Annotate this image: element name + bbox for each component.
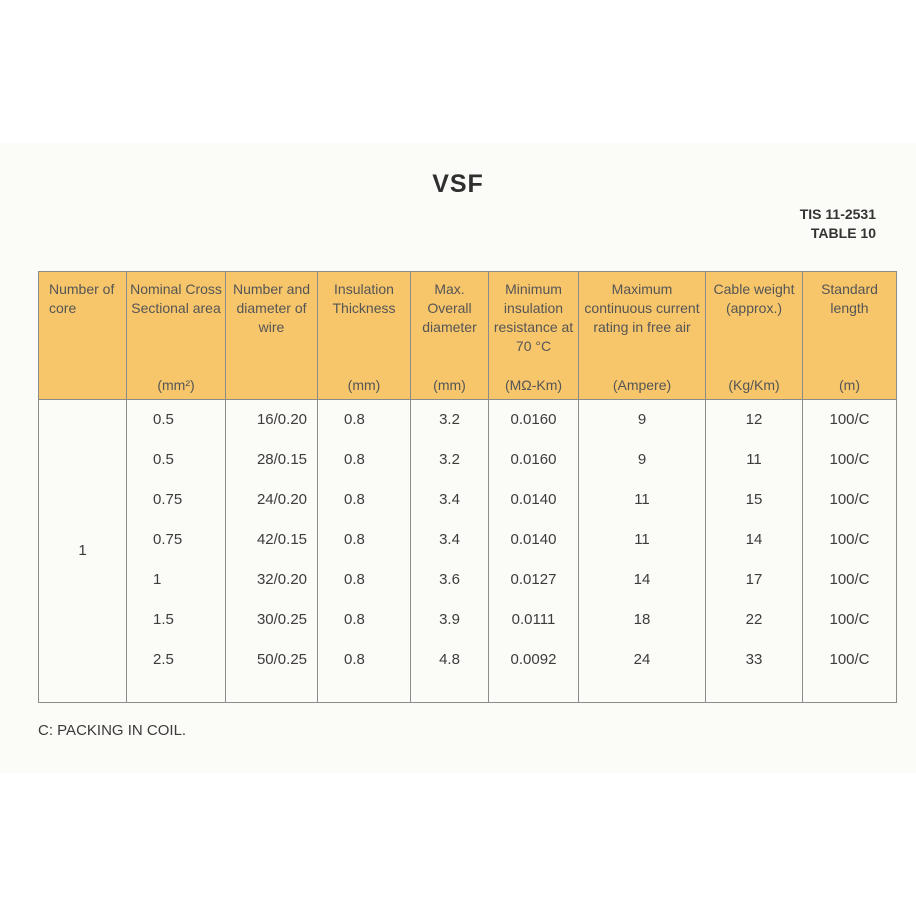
column-length xyxy=(803,400,896,680)
cell-weight: 33 xyxy=(745,651,763,668)
cell-length: 100/C xyxy=(829,411,870,428)
cell-thickness: 0.8 xyxy=(344,571,365,588)
cell-weight: 17 xyxy=(745,571,763,588)
header-number-of-core: Number of core xyxy=(39,272,127,400)
cell-area: 1.5 xyxy=(153,611,174,628)
cell-resistance: 0.0140 xyxy=(510,531,557,548)
table-body-row xyxy=(39,400,897,703)
header-current-rating: Maximum continuous current rating in free air (Ampere) xyxy=(579,272,706,400)
cell-wire: 32/0.20 xyxy=(256,571,307,588)
cell-length: 100/C xyxy=(829,611,870,628)
core-count: 1 xyxy=(78,542,87,559)
cell-diameter: 3.2 xyxy=(439,451,460,468)
cell-area: 0.75 xyxy=(153,491,183,508)
cell-diameter: 3.4 xyxy=(439,491,460,508)
header-wire-number-diameter: Number and diameter of wire xyxy=(226,272,318,400)
cell-thickness: 0.8 xyxy=(344,411,365,428)
cell-thickness: 0.8 xyxy=(344,651,365,668)
cell-thickness: 0.8 xyxy=(344,611,365,628)
cell-thickness: 0.8 xyxy=(344,451,365,468)
table-number: TABLE 10 xyxy=(810,225,876,241)
table-header-row xyxy=(39,272,897,400)
cell-current: 11 xyxy=(634,531,650,548)
cell-weight: 11 xyxy=(746,451,762,468)
cell-area: 0.5 xyxy=(153,451,174,468)
cell-area: 1 xyxy=(153,571,162,588)
cell-length: 100/C xyxy=(829,451,870,468)
header-insulation-resistance: Minimum insulation resistance at 70 °C (MΩ-Km) xyxy=(489,272,579,400)
core-cell xyxy=(39,400,127,703)
cell-weight: 22 xyxy=(745,611,763,628)
cell-thickness: 0.8 xyxy=(344,491,365,508)
column-thickness xyxy=(318,400,410,680)
cell-wire: 16/0.20 xyxy=(256,411,307,428)
cell-resistance: 0.0160 xyxy=(510,451,557,468)
cell-wire: 24/0.20 xyxy=(256,491,307,508)
column-current xyxy=(579,400,705,680)
cell-resistance: 0.0111 xyxy=(511,611,556,628)
column-resistance xyxy=(489,400,578,680)
specification-table xyxy=(38,271,897,703)
cell-wire: 28/0.15 xyxy=(256,451,307,468)
cell-length: 100/C xyxy=(829,531,870,548)
header-insulation-thickness: Insulation Thickness (mm) xyxy=(318,272,411,400)
cell-diameter: 4.8 xyxy=(439,651,460,668)
column-diameter xyxy=(411,400,488,680)
cell-current: 18 xyxy=(633,611,651,628)
cell-current: 11 xyxy=(634,491,650,508)
cell-weight: 14 xyxy=(745,531,763,548)
cell-diameter: 3.2 xyxy=(439,411,460,428)
cell-wire: 42/0.15 xyxy=(256,531,307,548)
document-title: VSF xyxy=(432,170,484,198)
cell-diameter: 3.9 xyxy=(439,611,460,628)
cell-area: 0.5 xyxy=(153,411,174,428)
cell-resistance: 0.0160 xyxy=(510,411,557,428)
cell-resistance: 0.0092 xyxy=(510,651,557,668)
header-standard-length: Standard length (m) xyxy=(803,272,897,400)
packing-note: C: PACKING IN COIL. xyxy=(38,722,187,739)
cell-length: 100/C xyxy=(829,491,870,508)
cell-resistance: 0.0127 xyxy=(510,571,557,588)
cell-wire: 50/0.25 xyxy=(256,651,307,668)
cell-resistance: 0.0140 xyxy=(510,491,557,508)
cell-thickness: 0.8 xyxy=(344,531,365,548)
cell-area: 0.75 xyxy=(153,531,183,548)
header-cross-sectional-area: Nominal Cross Sectional area (mm²) xyxy=(127,272,226,400)
header-overall-diameter: Max. Overall diameter (mm) xyxy=(411,272,489,400)
header-cable-weight: Cable weight (approx.) (Kg/Km) xyxy=(706,272,803,400)
cell-diameter: 3.6 xyxy=(439,571,460,588)
cell-current: 9 xyxy=(637,411,647,428)
standard-code: TIS 11-2531 xyxy=(799,206,876,222)
column-wire xyxy=(226,400,317,680)
cell-weight: 15 xyxy=(745,491,763,508)
cell-wire: 30/0.25 xyxy=(256,611,307,628)
cell-current: 24 xyxy=(633,651,651,668)
cell-weight: 12 xyxy=(745,411,763,428)
cell-length: 100/C xyxy=(829,571,870,588)
standard-reference xyxy=(800,205,876,243)
cell-area: 2.5 xyxy=(153,651,174,668)
cell-current: 9 xyxy=(637,451,647,468)
cell-diameter: 3.4 xyxy=(439,531,460,548)
cell-length: 100/C xyxy=(829,651,870,668)
column-weight xyxy=(706,400,802,680)
column-area xyxy=(127,400,225,680)
cell-current: 14 xyxy=(633,571,651,588)
